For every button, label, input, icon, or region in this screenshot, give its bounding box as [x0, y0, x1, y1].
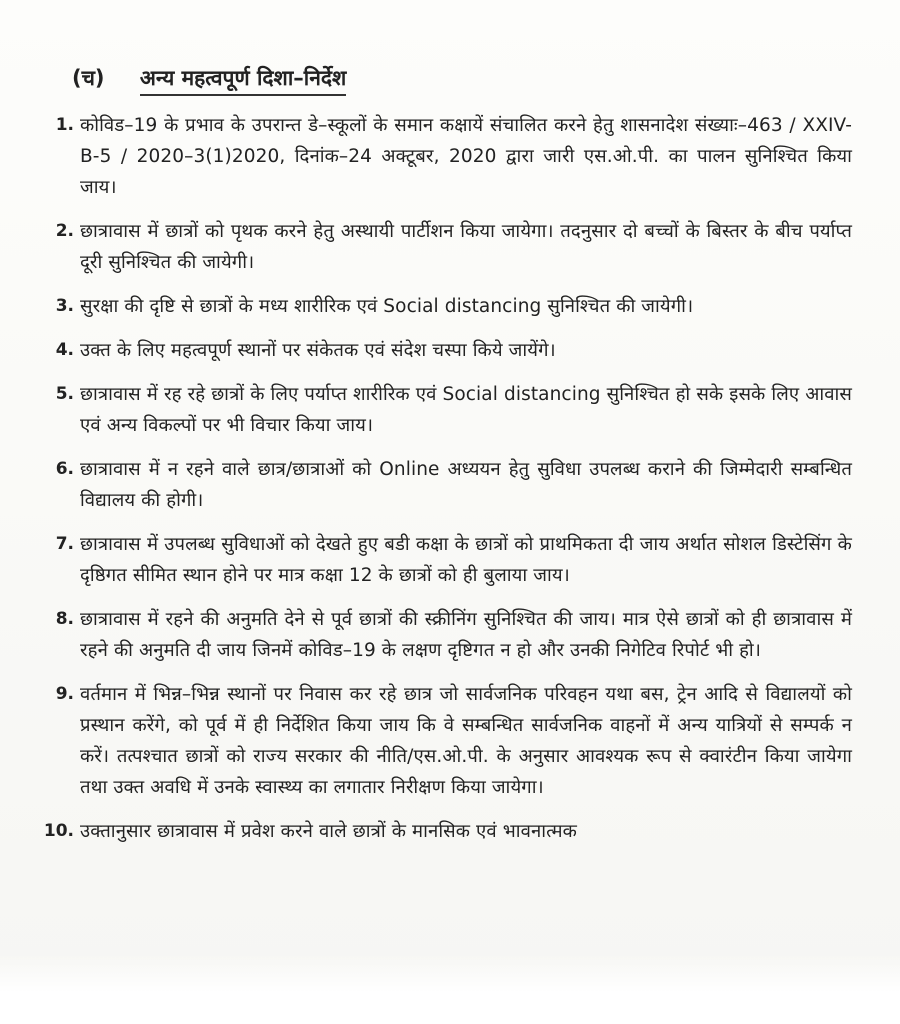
list-item [40, 529, 852, 591]
item-text: वर्तमान में भिन्न–भिन्न स्थानों पर निवास कर रहे छात्र जो सार्वजनिक परिवहन यथा बस, ट्रेन आदि से विद्यालयों को प्रस्थान करेंगे, को पूर्व में ही निर्देशित किया जाय कि वे सम्बन्धित सार्वजनिक वाहनों में अन्य यात्रियों से सम्पर्क न करें। तत्पश्चात छात्रों को राज्य सरकार की नीति/एस.ओ.पी. के अनुसार आवश्यक रूप से क्वारंटीन किया जायेगा तथा उक्त अवधि में उनके स्वास्थ्य का लगातार निरीक्षण किया जायेगा। [80, 684, 852, 798]
list-item [40, 291, 852, 322]
item-number: 8. [55, 609, 74, 629]
list-item [40, 216, 852, 278]
list-item [40, 335, 852, 366]
section-title: अन्य महत्वपूर्ण दिशा–निर्देश [140, 64, 346, 96]
list-item [40, 604, 852, 666]
item-number: 9. [55, 684, 74, 704]
item-number: 5. [55, 384, 74, 404]
guideline-list [40, 110, 852, 860]
item-number: 7. [55, 534, 74, 554]
item-number: 2. [55, 221, 74, 241]
item-number: 4. [55, 340, 74, 360]
list-item [40, 110, 852, 203]
list-item [40, 816, 852, 847]
list-item [40, 379, 852, 441]
item-number: 1. [55, 115, 74, 135]
item-text: छात्रावास में न रहने वाले छात्र/छात्राओं को Online अध्ययन हेतु सुविधा उपलब्ध कराने की जिम्मेदारी सम्बन्धित विद्यालय की होगी। [80, 459, 852, 511]
list-item [40, 454, 852, 516]
section-heading [72, 64, 346, 96]
item-text: सुरक्षा की दृष्टि से छात्रों के मध्य शारीरिक एवं Social distancing सुनिश्चित की जायेगी। [80, 296, 694, 317]
list-item [40, 679, 852, 803]
item-text: छात्रावास में रहने की अनुमति देने से पूर्व छात्रों की स्क्रीनिंग सुनिश्चित की जाय। मात्र ऐसे छात्रों को ही छात्रावास में रहने की अनुमति दी जाय जिनमें कोविड–19 के लक्षण दृष्टिगत न हो और उनकी निगेटिव रिपोर्ट भी हो। [80, 609, 852, 661]
item-number: 6. [55, 459, 74, 479]
item-text: उक्त के लिए महत्वपूर्ण स्थानों पर संकेतक एवं संदेश चस्पा किये जायेंगे। [80, 340, 556, 361]
item-number: 10. [43, 821, 74, 841]
item-text: छात्रावास में रह रहे छात्रों के लिए पर्याप्त शारीरिक एवं Social distancing सुनिश्चित हो सके इसके लिए आवास एवं अन्य विकल्पों पर भी विचार किया जाय। [80, 384, 852, 436]
item-text: कोविड–19 के प्रभाव के उपरान्त डे–स्कूलों के समान कक्षायें संचालित करने हेतु शासनादेश संख्याः–463 / XXIV-B-5 / 2020–3(1)2020, दिनांक–24 अक्टूबर, 2020 द्वारा जारी एस.ओ.पी. का पालन सुनिश्चित किया जाय। [80, 115, 852, 198]
section-marker: (च) [72, 66, 105, 90]
item-text: छात्रावास में छात्रों को पृथक करने हेतु अस्थायी पार्टीशन किया जायेगा। तदनुसार दो बच्चों के बिस्तर के बीच पर्याप्त दूरी सुनिश्चित की जायेगी। [80, 221, 852, 273]
item-text: उक्तानुसार छात्रावास में प्रवेश करने वाले छात्रों के मानसिक एवं भावनात्मक [80, 821, 577, 842]
page-bottom-fade [0, 954, 900, 1024]
item-text: छात्रावास में उपलब्ध सुविधाओं को देखते हुए बडी कक्षा के छात्रों को प्राथमिकता दी जाय अर्थात सोशल डिस्टेसिंग के दृष्ठिगत सीमित स्थान होने पर मात्र कक्षा 12 के छात्रों को ही बुलाया जाय। [80, 534, 852, 586]
item-number: 3. [55, 296, 74, 316]
